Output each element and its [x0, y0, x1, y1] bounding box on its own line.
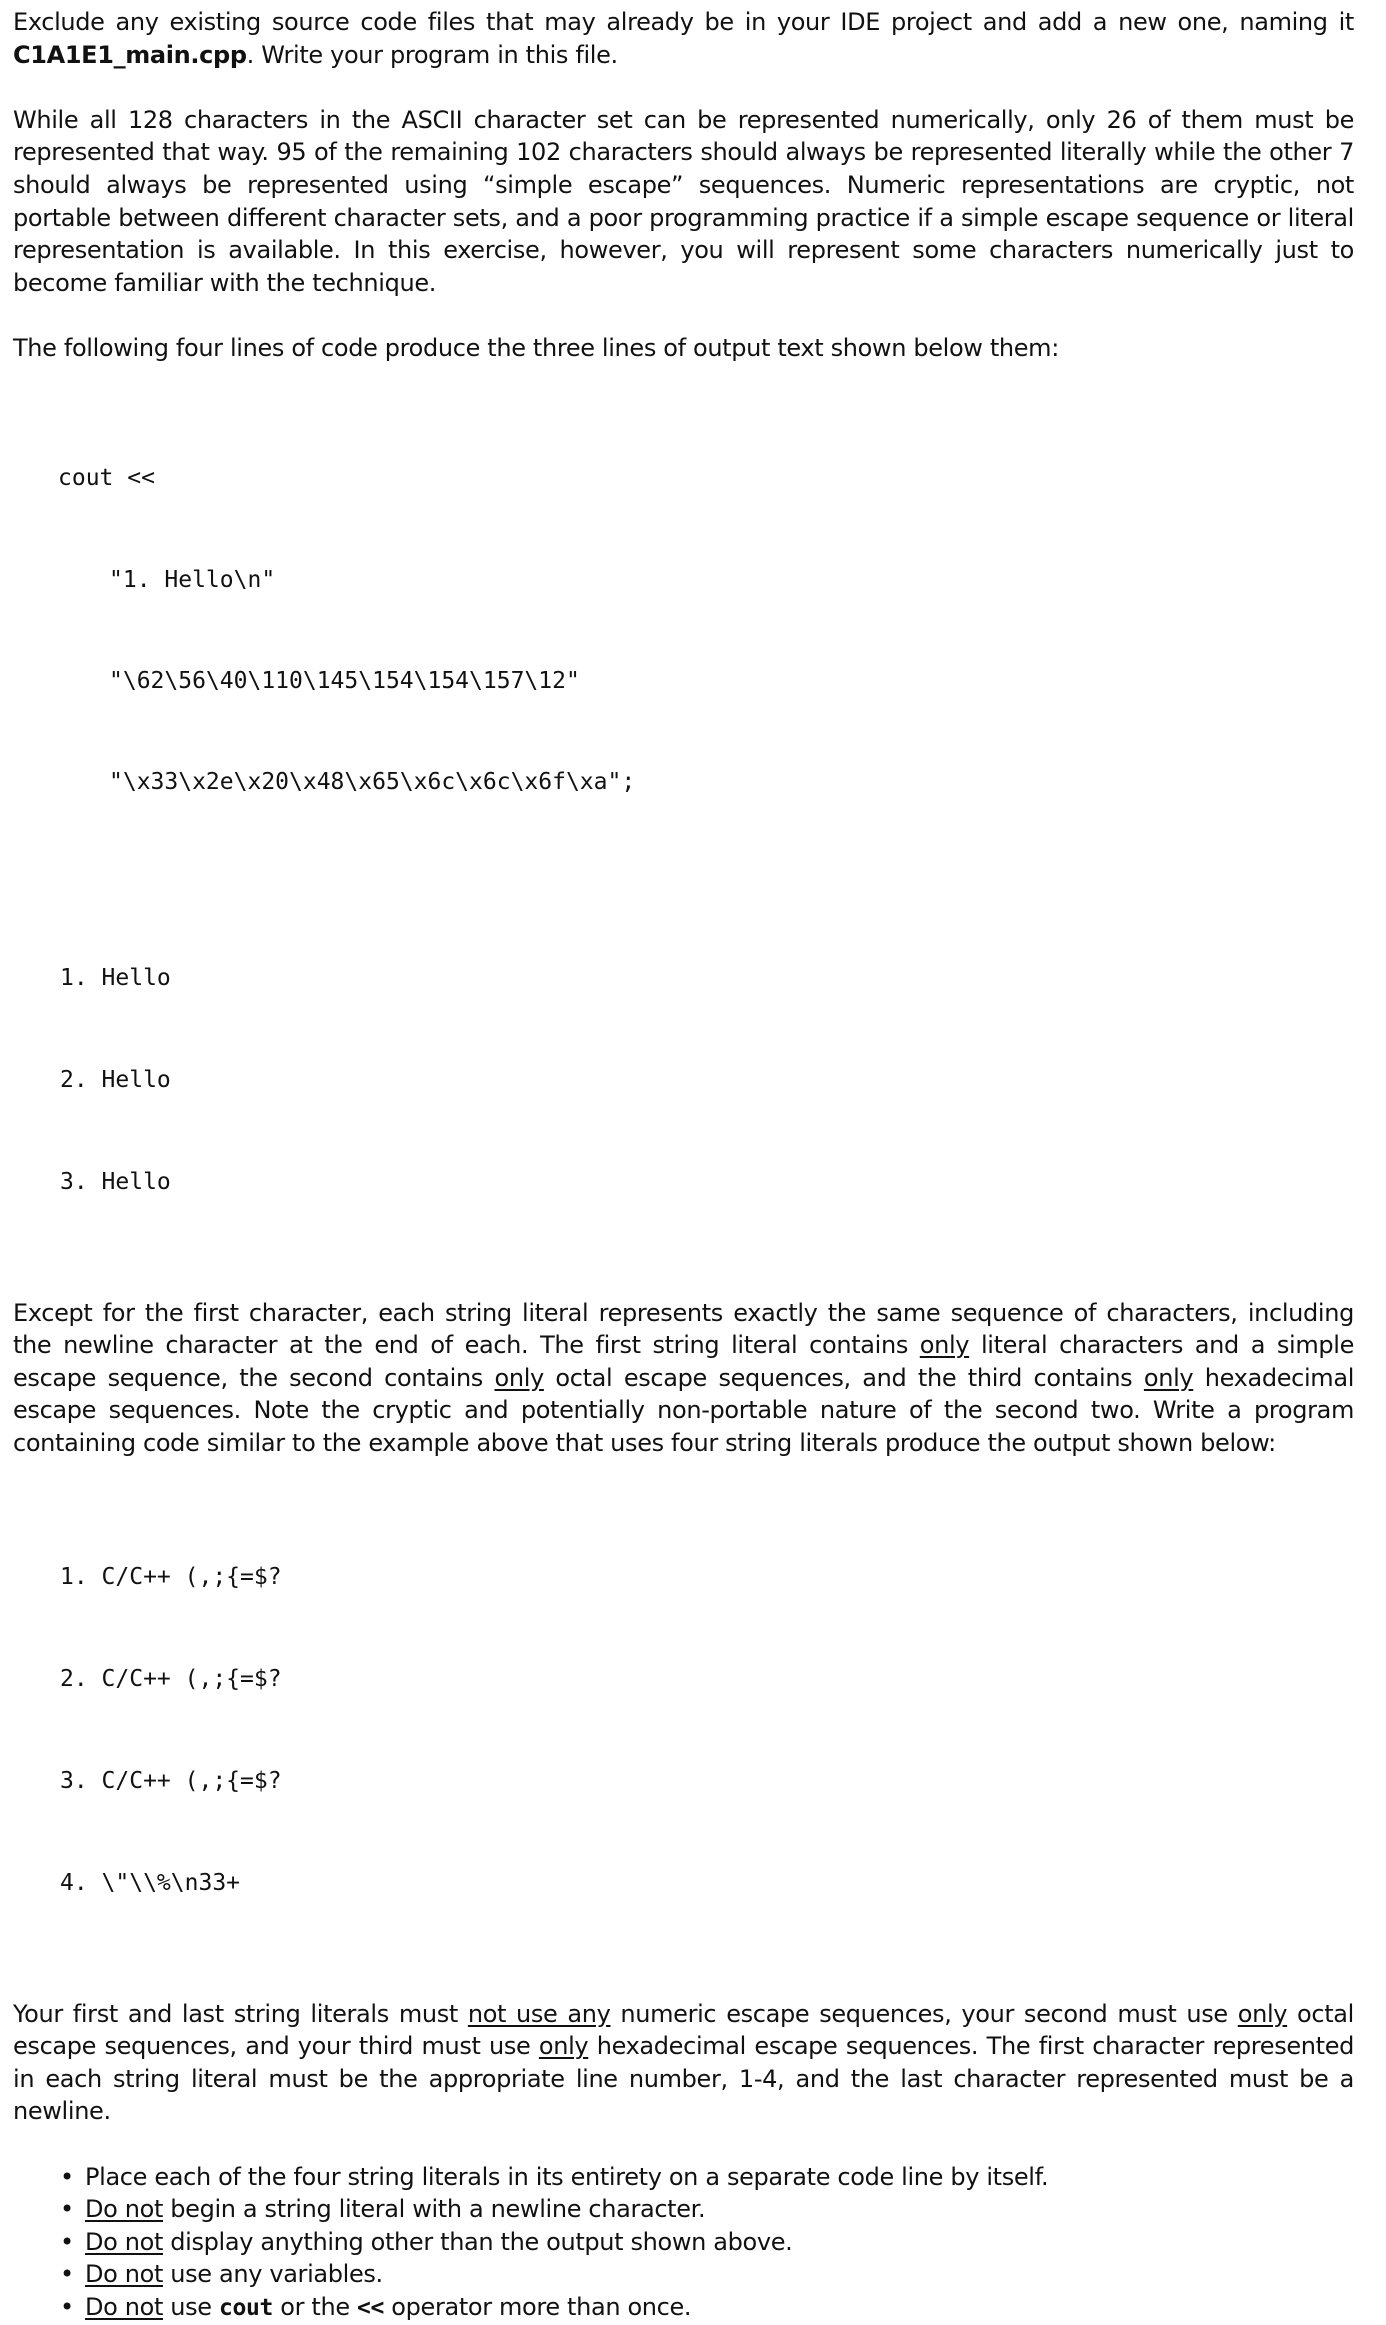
filename: C1A1E1_main.cpp [13, 40, 247, 69]
code-insertion-operator: << [357, 2295, 385, 2321]
intro-text: Exclude any existing source code files that may already be in your IDE project and add a new one, naming it [13, 8, 1354, 36]
example-code-block [58, 395, 1354, 868]
code-line: cout << [58, 465, 155, 492]
except-text: hexadecimal escape sequences. Note the cryptic and potentially non-portable nature of the second two. Write a program containing code similar to the example above that uses four string literals produce the output shown below: [13, 1363, 1355, 1458]
requirements-list [13, 2161, 1354, 2325]
list-item: • Do not display anything other than the output shown above. [13, 2226, 1354, 2259]
code-cout: cout [219, 2295, 273, 2321]
except-text: octal escape sequences, and the third contains [543, 1363, 1144, 1392]
rules-paragraph [13, 1998, 1354, 2128]
output-line: 3. Hello [60, 1168, 171, 1195]
list-item: • Place each of the four string literals in its entirety on a separate code line by itself. [13, 2161, 1354, 2194]
except-paragraph [13, 1297, 1354, 1460]
except-text: literal characters and a simple escape sequence, the second contains [13, 1331, 1354, 1392]
bullet-icon: • [60, 2227, 74, 2256]
emphasis-only: only [538, 2032, 589, 2061]
emphasis-not-use-any: not use any [467, 1999, 611, 2028]
rules-text: Your first and last string literals must [13, 1999, 468, 2028]
following-paragraph: The following four lines of code produce the three lines of output text shown below them: [13, 333, 1059, 362]
output-line: 2. C/C++ (,;{=$? [60, 1665, 282, 1692]
output-line: 1. C/C++ (,;{=$? [60, 1563, 282, 1590]
intro-paragraph [13, 6, 1354, 71]
output-line: 2. Hello [60, 1066, 171, 1093]
except-text: Except for the first character, each string literal represents exactly the same sequence of characters, including the newline character at the end of each. The first string literal contains [13, 1298, 1354, 1360]
target-output-block [60, 1492, 1354, 1968]
list-item: • Do not use any variables. [13, 2258, 1354, 2291]
emphasis-only: only [1237, 1999, 1288, 2028]
code-line: "\x33\x2e\x20\x48\x65\x6c\x6c\x6f\xa"; [109, 769, 636, 796]
list-item: • Do not begin a string literal with a newline character. [13, 2193, 1354, 2226]
code-line: "\62\56\40\110\145\154\154\157\12" [109, 667, 580, 694]
output-line: 3. C/C++ (,;{=$? [60, 1767, 282, 1794]
emphasis-only: only [919, 1331, 970, 1360]
emphasis-only: only [1143, 1363, 1194, 1392]
rules-text: hexadecimal escape sequences. The first character represented in each string literal must be the appropriate line number, 1-4, and the last character represented must be a newline. [13, 2032, 1354, 2126]
list-item: • Do not use cout or the << operator more than once. [13, 2291, 1354, 2325]
output-line: 1. Hello [60, 964, 171, 991]
rules-text: octal escape sequences, and your third must use [13, 1999, 1354, 2061]
bullet-icon: • [60, 2260, 74, 2289]
intro-text-end: . Write your program in this file. [246, 40, 618, 69]
code-line: "1. Hello\n" [109, 566, 276, 593]
output-line: 4. \"\\%\n33+ [60, 1869, 241, 1896]
bullet-icon: • [60, 2195, 74, 2224]
example-output-block [60, 893, 1354, 1267]
assignment-document [13, 6, 1354, 2325]
bullet-icon: • [60, 2162, 74, 2191]
emphasis-only: only [494, 1363, 544, 1392]
ascii-paragraph: While all 128 characters in the ASCII character set can be represented numerically, only 26 of them must be represented that way. 95 of the remaining 102 characters should always be represented literally while the other 7 should always be represented using “simple escape” sequences. Numeric representations are cryptic, not portable between different character sets, and a poor programming practice if a simple escape sequence or literal representation is available. In this exercise, however, you will represent some characters numerically just to become familiar with the technique. [13, 105, 1354, 297]
rules-text: numeric escape sequences, your second must use [610, 1999, 1238, 2028]
bullet-icon: • [60, 2293, 74, 2321]
